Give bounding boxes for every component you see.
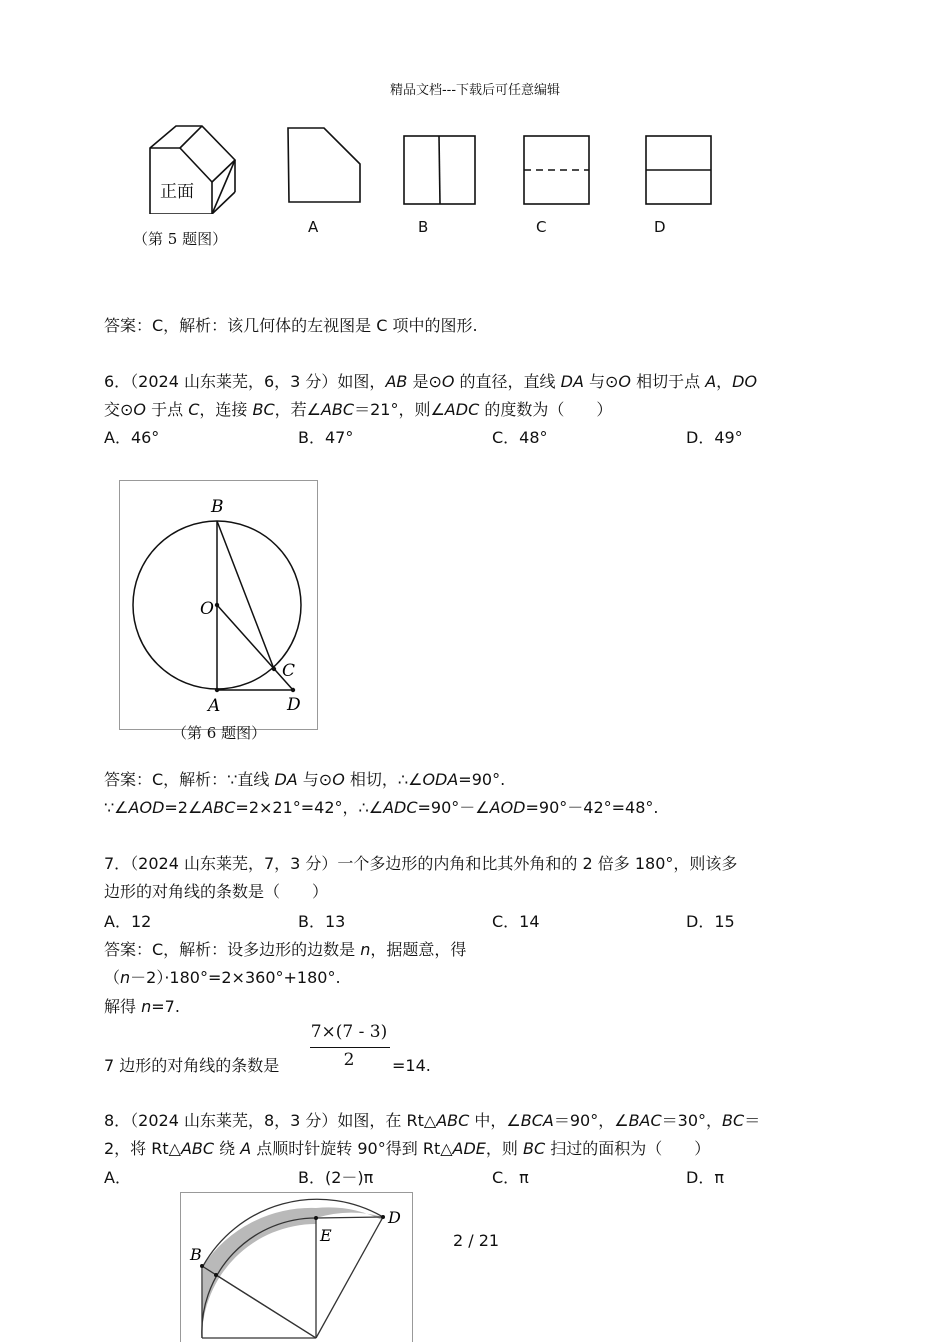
q8-line-ed [316,1217,383,1218]
q6-label-c: C [282,661,296,681]
page-header: 精品文档---下载后可任意编辑 [389,83,561,98]
q6-label-a: A [208,696,221,716]
q6-label-o: O [200,599,214,619]
q5-figure [140,118,730,214]
q7-answer-line4-prefix: 7 边形的对角线的条数是 [104,1056,280,1075]
q6-point-c [272,667,276,671]
q8-option-b: B．(2－)π [298,1168,374,1187]
q8-label-d: D [388,1208,401,1227]
q6-option-a: A．46° [104,428,160,447]
q5-option-c-shape [524,136,589,204]
q7-option-c: C．14 [492,912,540,931]
q5-front-label: 正面 [160,182,194,202]
page-number: 2 / 21 [453,1231,500,1250]
q8-figure [180,1192,416,1342]
q6-stem-line2: 交⊙O 于点 C，连接 BC，若∠ABC＝21°，则∠ADC 的度数为（ ） [104,400,613,419]
q6-point-o [215,603,219,607]
q6-label-b: B [211,497,224,517]
q8-point-e [314,1216,318,1220]
q5-caption: （第 5 题图） [133,230,228,248]
q6-option-d: D．49° [686,428,743,447]
q6-option-c: C．48° [492,428,548,447]
q7-answer-line2: （n－2）·180°=2×360°+180°. [104,968,341,987]
q7-answer-line3: 解得 n=7. [104,997,180,1016]
q8-swept-region [202,1207,383,1338]
q5-answer: 答案：C，解析：该几何体的左视图是 C 项中的图形. [104,316,478,335]
q7-answer-line4-suffix: =14. [392,1056,431,1075]
q8-stem-line2: 2，将 Rt△ABC 绕 A 点顺时针旋转 90°得到 Rt△ADE，则 BC 扫过的面积为（ ） [104,1139,711,1158]
q6-answer-line1: 答案：C，解析：∵直线 DA 与⊙O 相切，∴∠ODA=90°. [104,770,506,789]
q6-caption: （第 6 题图） [172,724,267,742]
q7-stem-line1: 7．（2024 山东莱芜，7，3 分）一个多边形的内角和比其外角和的 2 倍多 180°，则该多 [104,854,738,873]
q5-option-b-label: B [418,218,429,236]
q6-figure [119,480,319,732]
q5-option-d-label: D [654,218,666,236]
q6-line-bc [217,521,274,669]
q5-option-a-label: A [308,218,319,236]
q6-point-a [215,688,219,692]
q7-option-a: A．12 [104,912,152,931]
q8-label-b: B [190,1245,202,1264]
q6-stem-line1: 6．（2024 山东莱芜，6，3 分）如图，AB 是⊙O 的直径，直线 DA 与⊙O 相切于点 A，DO [104,372,758,391]
q8-point-b [200,1264,204,1268]
q7-fraction-bar [310,1047,390,1048]
q7-fraction-denominator: 2 [343,1050,355,1070]
q6-point-d [291,688,295,692]
q8-point-f [214,1273,218,1277]
q6-option-b: B．47° [298,428,354,447]
q8-label-e: E [320,1226,332,1245]
q8-option-c: C．π [492,1168,529,1187]
q7-stem-line2: 边形的对角线的条数是（ ） [104,882,329,901]
q8-option-a: A． [104,1168,131,1187]
q8-stem-line1: 8．（2024 山东莱芜，8，3 分）如图，在 Rt△ABC 中，∠BCA＝90°，∠BAC＝30°，BC＝ [104,1111,761,1130]
q8-point-d [381,1215,385,1219]
q7-option-b: B．13 [298,912,346,931]
q5-option-a-shape [288,128,360,202]
q7-option-d: D．15 [686,912,735,931]
q5-option-c-label: C [536,218,547,236]
q8-option-d: D．π [686,1168,724,1187]
q8-line-af [216,1275,316,1338]
q7-answer-line1: 答案：C，解析：设多边形的边数是 n，据题意，得 [104,940,467,959]
q7-fraction-numerator: 7×(7 - 3) [310,1022,388,1042]
q6-answer-line2: ∵∠AOD=2∠ABC=2×21°=42°，∴∠ADC=90°－∠AOD=90°－42°=48°. [104,798,659,817]
q6-label-d: D [287,695,301,715]
